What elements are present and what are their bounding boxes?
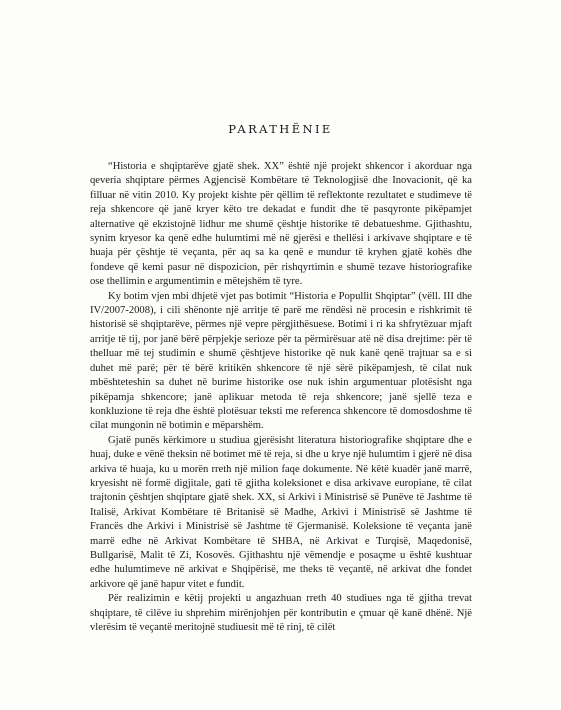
paragraph-2: Ky botim vjen mbi dhjetë vjet pas botimit “Historia e Popullit Shqiptar” (vëll. III dhe IV/2007-2008), i cili shënonte një arritje të parë me rëndësi në procesin e rishkrimit të historisë së shqiptarëve, përmes një vepre përgjithësuese. Botimi i ri ka shfrytëzuar mjaft arritje të tij, por janë bërë përpjekje serioze për ta përmirësuar atë në disa drejtime: për të thelluar më tej studimin e shumë çështjeve historike që nuk kanë qenë trajtuar sa e si duhet më parë; për të bërë kritikën shkencore të një sërë pikëpamjesh, të cilat nuk mbështeteshin sa duhet në burime historike ose nuk ishin argumentuar plotësisht nga pikëpamja shkencore; janë aplikuar metoda të reja shkencore; janë sjellë teza e konkluzione të reja dhe është plotësuar teksti me referenca shkencore të domosdoshme të cilat mungonin në botimin e mëparshëm. bbox=[90, 290, 472, 432]
paragraph-1: “Historia e shqiptarëve gjatë shek. XX” është një projekt shkencor i akorduar nga qeveria shqiptare përmes Agjencisë Kombëtare të Teknologjisë dhe Inovacionit, që ka filluar në vitin 2010. Ky projekt kishte për qëllim të reflektonte rezultatet e studimeve të reja shkencore që janë kryer këto tre dekadat e fundit dhe të pasqyronte pikëpamjet alternative që ekzistojnë lidhur me shumë çështje historike të debatueshme. Gjithashtu, synim kryesor ka qenë edhe hulumtimi më në gjerësi e thellësi i arkivave shqiptare e të huaja për çështje të veçanta, për aq sa ka qenë e mundur të kryhen gjatë kohës dhe fondeve që kemi pasur në dispozicion, për rishqyrtimin e shumë tezave historiografike ose thellimin e argumentimin e mëtejshëm të tyre. bbox=[90, 161, 472, 288]
paragraph-3: Gjatë punës kërkimore u studiua gjerësisht literatura historiografike shqiptare dhe e huaj, duke e vënë theksin në botimet më të reja, si dhe u krye një hulumtim i gjerë në disa arkiva të huaja, ku u morën rreth një milion faqe dokumente. Në këtë kuadër janë marrë, kryesisht në formë digjitale, gati të gjitha koleksionet e disa arkivave europiane, të cilat trajtonin çështjen shqiptare gjatë shek. XX, si Arkivi i Ministrisë së Punëve të Jashtme të Italisë, Arkivat Kombëtare të Britanisë së Madhe, Arkivi i Ministrisë së Jashtme të Francës dhe Arkivi i Ministrisë së Jashtme të Gjermanisë. Koleksione të veçanta janë marrë edhe në Arkivat Kombëtare të SHBA, në Arkivat e Turqisë, Maqedonisë, Bullgarisë, Malit të Zi, Kosovës. Gjithashtu një vëmendje e posaçme u është kushtuar edhe hulumtimeve në arkivat e Shqipërisë, me theks të veçantë, në arkivat dhe fondet arkivore që janë hapur vitet e fundit. bbox=[90, 434, 472, 590]
paragraph-4: Për realizimin e këtij projekti u angazhuan rreth 40 studiues nga të gjitha trevat shqiptare, të cilëve iu shprehim mirënjohjen për kontributin e çmuar që kanë dhënë. Një vlerësim të veçantë meritojnë studiuesit më të rinj, të cilët bbox=[90, 593, 472, 633]
body-text bbox=[90, 160, 472, 635]
page-title: PARATHËNIE bbox=[228, 122, 333, 136]
